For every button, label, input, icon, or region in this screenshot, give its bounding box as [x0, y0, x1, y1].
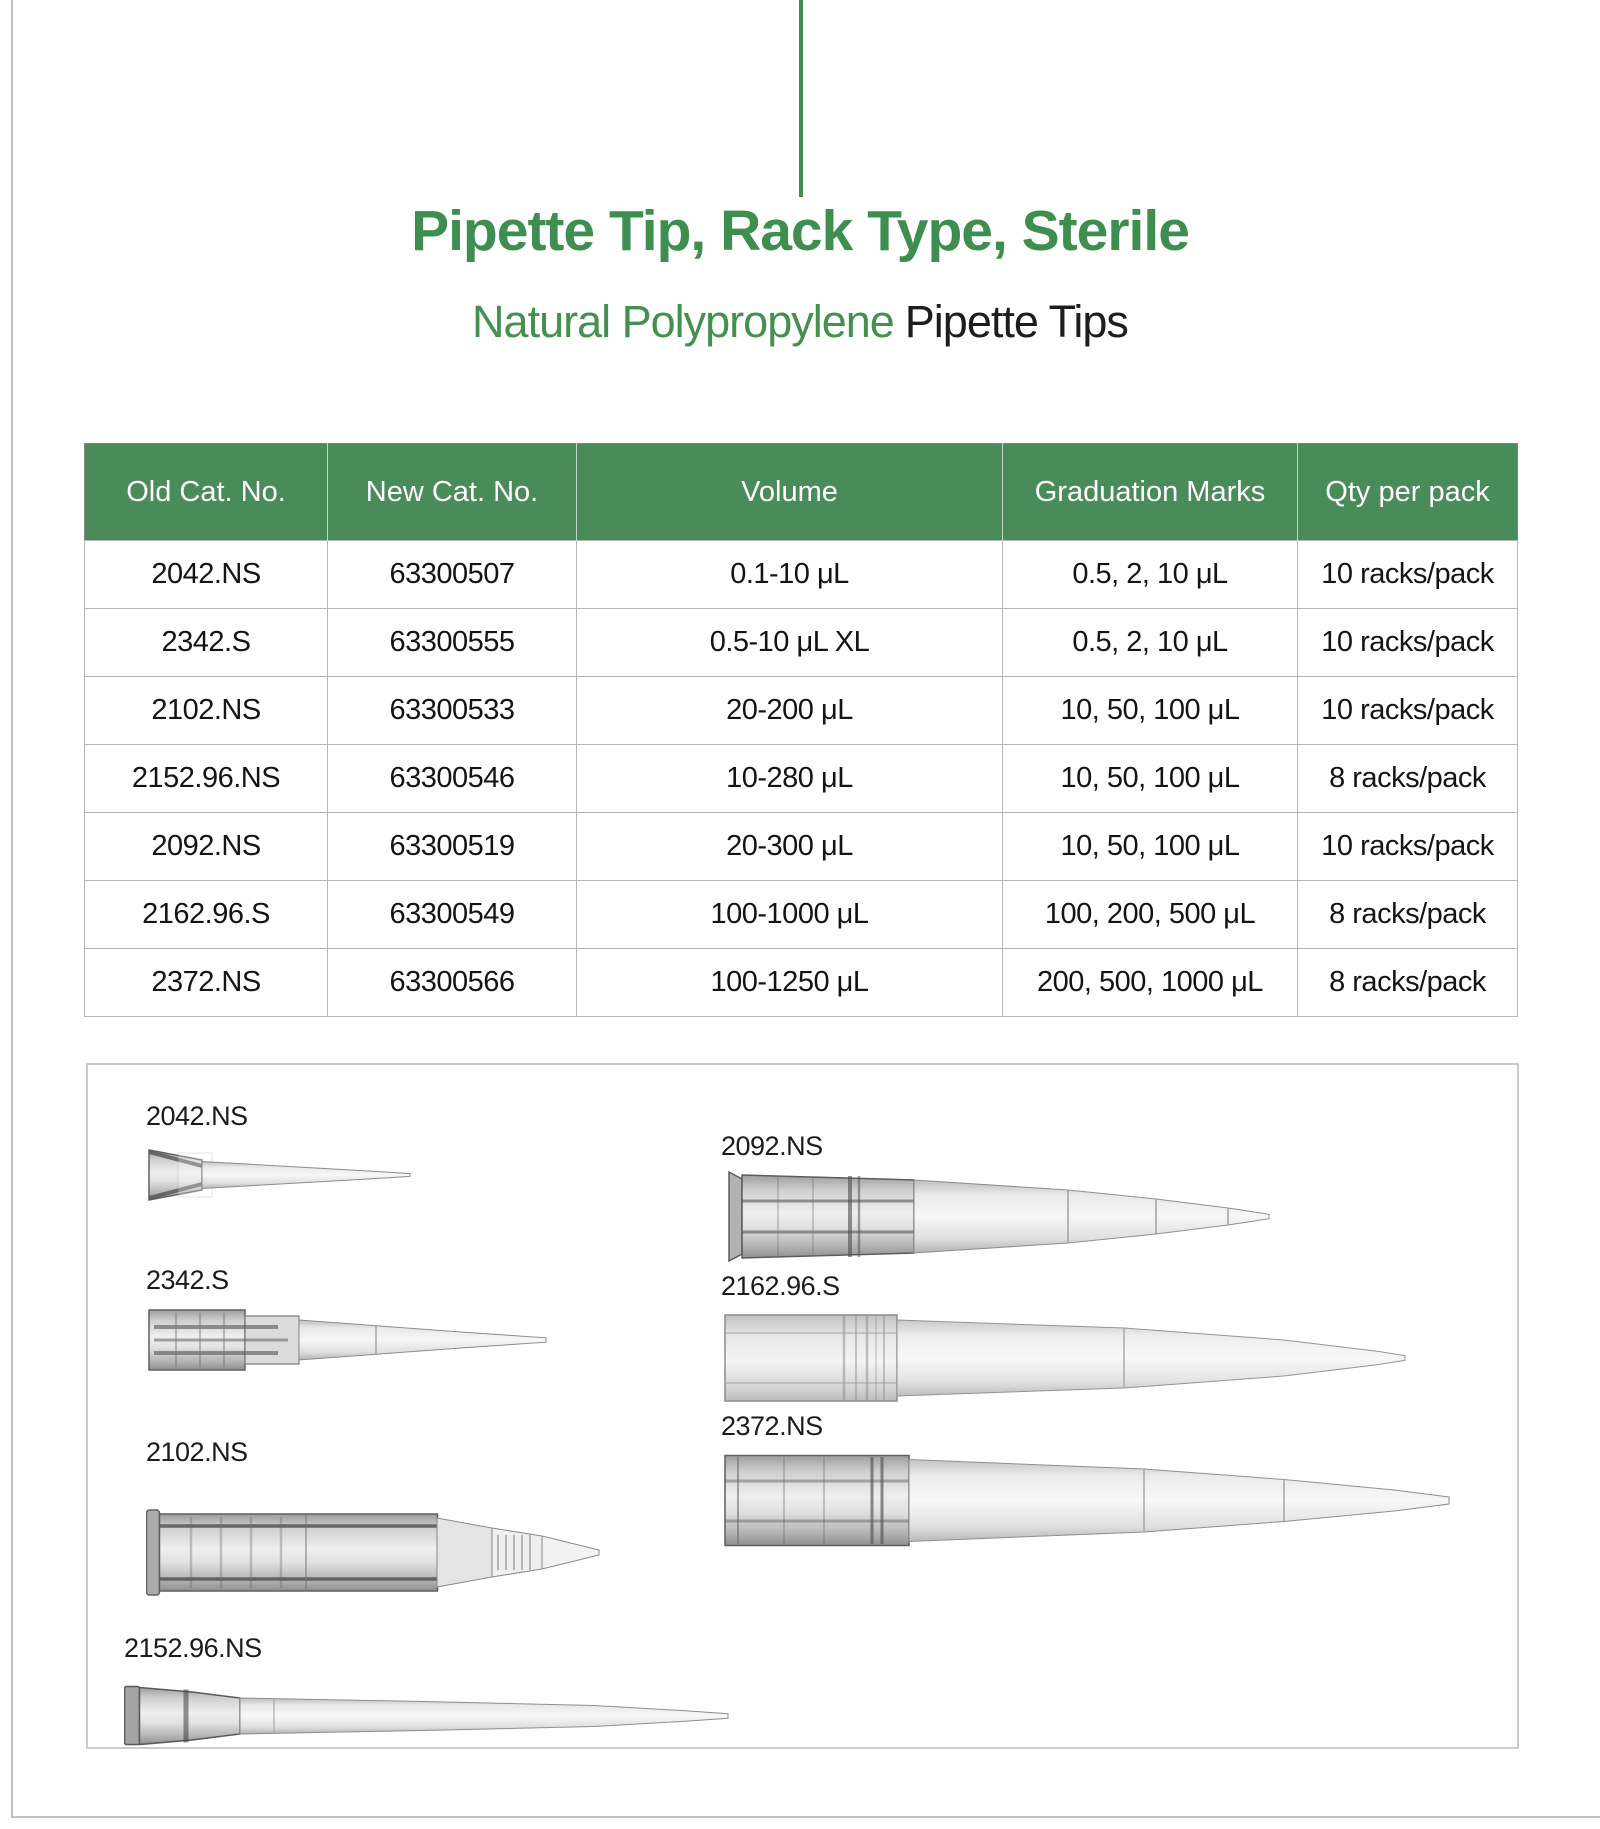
- pipette-tip-image: [728, 1169, 1273, 1264]
- cell-old-cat: 2042.NS: [85, 541, 328, 609]
- subtitle-product: Pipette Tips: [904, 296, 1128, 347]
- cell-marks: 0.5, 2, 10 μL: [1003, 609, 1298, 677]
- page-bottom-border: [11, 1816, 1600, 1818]
- cell-volume: 100-1000 μL: [577, 881, 1003, 949]
- cell-old-cat: 2102.NS: [85, 677, 328, 745]
- pipette-tip-image: [124, 1685, 736, 1747]
- figure-label: 2102.NS: [146, 1437, 248, 1467]
- cell-qty: 8 racks/pack: [1298, 745, 1518, 813]
- cell-old-cat: 2162.96.S: [85, 881, 328, 949]
- cell-old-cat: 2342.S: [85, 609, 328, 677]
- cell-qty: 8 racks/pack: [1298, 881, 1518, 949]
- cell-qty: 8 racks/pack: [1298, 949, 1518, 1017]
- cell-volume: 20-200 μL: [577, 677, 1003, 745]
- table-row: [85, 949, 1518, 1017]
- pipette-tip-image: [724, 1453, 1454, 1548]
- product-images-panel: [86, 1063, 1519, 1749]
- spec-table: [84, 443, 1518, 1017]
- cell-volume: 20-300 μL: [577, 813, 1003, 881]
- cell-qty: 10 racks/pack: [1298, 677, 1518, 745]
- table-row: [85, 813, 1518, 881]
- cell-marks: 10, 50, 100 μL: [1003, 745, 1298, 813]
- cell-new-cat: 63300555: [328, 609, 577, 677]
- cell-volume: 10-280 μL: [577, 745, 1003, 813]
- col-header-graduation-marks: Graduation Marks: [1003, 444, 1298, 541]
- cell-marks: 100, 200, 500 μL: [1003, 881, 1298, 949]
- cell-volume: 0.1-10 μL: [577, 541, 1003, 609]
- subtitle-material: Natural Polypropylene: [472, 296, 894, 347]
- cell-old-cat: 2092.NS: [85, 813, 328, 881]
- pipette-tip-image: [724, 1313, 1409, 1403]
- pipette-tip-image: [146, 1505, 606, 1600]
- table-header-row: [85, 444, 1518, 541]
- table-row: [85, 541, 1518, 609]
- cell-old-cat: 2372.NS: [85, 949, 328, 1017]
- figure-label: 2342.S: [146, 1265, 229, 1295]
- table-row: [85, 677, 1518, 745]
- pipette-tip-image: [148, 1305, 553, 1375]
- cell-old-cat: 2152.96.NS: [85, 745, 328, 813]
- table-row: [85, 881, 1518, 949]
- cell-new-cat: 63300566: [328, 949, 577, 1017]
- cell-new-cat: 63300546: [328, 745, 577, 813]
- cell-new-cat: 63300549: [328, 881, 577, 949]
- figure-label: 2162.96.S: [721, 1271, 840, 1301]
- col-header-old-cat-no: Old Cat. No.: [85, 444, 328, 541]
- col-header-qty-per-pack: Qty per pack: [1298, 444, 1518, 541]
- cell-marks: 10, 50, 100 μL: [1003, 813, 1298, 881]
- figure-label: 2372.NS: [721, 1411, 823, 1441]
- cell-new-cat: 63300533: [328, 677, 577, 745]
- page-subtitle: [0, 296, 1600, 348]
- cell-new-cat: 63300507: [328, 541, 577, 609]
- green-divider-line: [799, 0, 803, 197]
- page-left-border: [11, 0, 13, 1818]
- cell-new-cat: 63300519: [328, 813, 577, 881]
- cell-marks: 0.5, 2, 10 μL: [1003, 541, 1298, 609]
- cell-marks: 200, 500, 1000 μL: [1003, 949, 1298, 1017]
- cell-marks: 10, 50, 100 μL: [1003, 677, 1298, 745]
- figure-label: 2092.NS: [721, 1131, 823, 1161]
- cell-volume: 100-1250 μL: [577, 949, 1003, 1017]
- figure-label: 2042.NS: [146, 1101, 248, 1131]
- table-row: [85, 745, 1518, 813]
- cell-qty: 10 racks/pack: [1298, 609, 1518, 677]
- page-title: Pipette Tip, Rack Type, Sterile: [411, 199, 1189, 263]
- col-header-volume: Volume: [577, 444, 1003, 541]
- col-header-new-cat-no: New Cat. No.: [328, 444, 577, 541]
- figure-label: 2152.96.NS: [124, 1633, 262, 1663]
- cell-volume: 0.5-10 μL XL: [577, 609, 1003, 677]
- table-row: [85, 609, 1518, 677]
- cell-qty: 10 racks/pack: [1298, 541, 1518, 609]
- cell-qty: 10 racks/pack: [1298, 813, 1518, 881]
- pipette-tip-image: [148, 1145, 418, 1205]
